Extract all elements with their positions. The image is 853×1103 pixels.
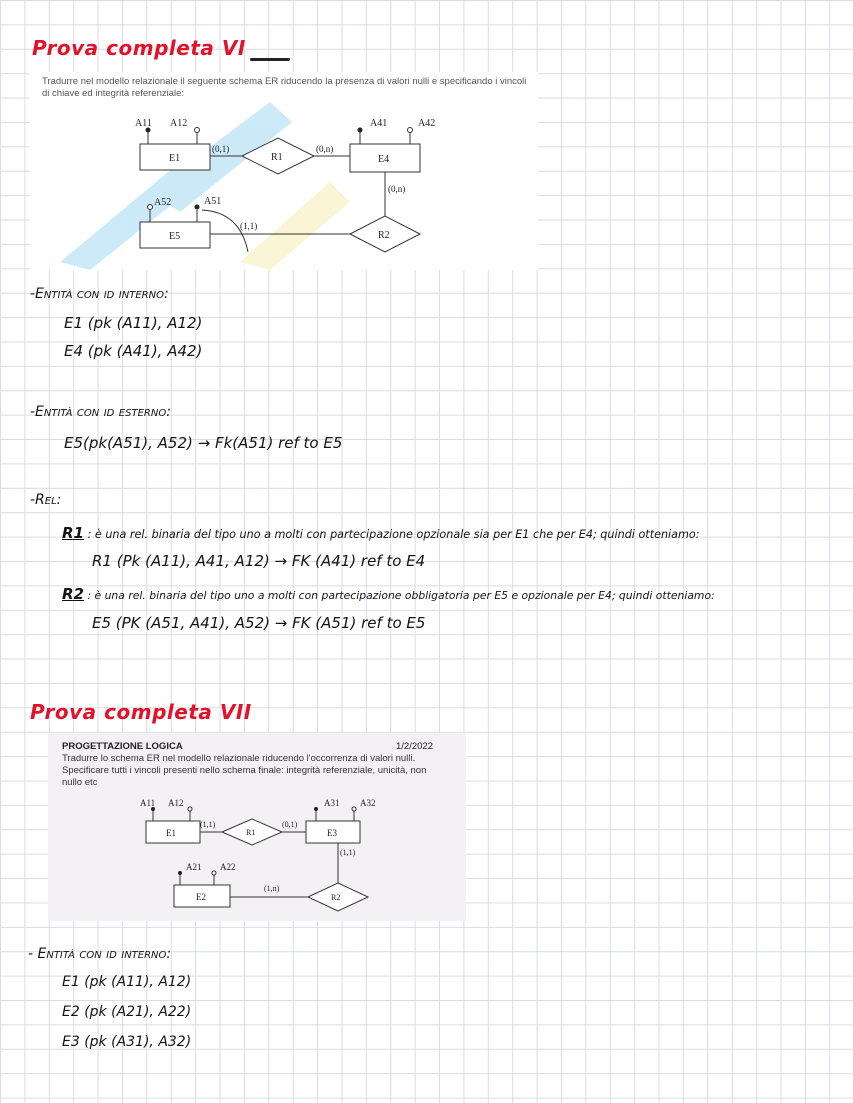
svg-text:R1: R1 [271,152,283,163]
a41-key-dot [358,128,363,133]
s1-r1-label: R1 [62,524,84,542]
s1-external-heading: -Entità con id esterno: [30,404,171,420]
s2-prompt-l3: nullo etc [62,777,98,788]
svg-text:(0,1): (0,1) [212,144,230,154]
exercise1-prompt: Tradurre nel modello relazionale il seguente schema ER riducendo la presenza di valori nulli e specificando i vincoli di chiave ed integrità referenziale: [42,76,527,99]
exercise2-image [48,733,466,921]
e1-label: E1 [169,153,181,164]
s1-rel-heading: -Rel: [30,492,62,508]
svg-text:A11: A11 [135,118,152,129]
svg-text:E5: E5 [169,231,181,242]
s1-internal-item-0: E1 (pk (A11), A12) [64,314,203,332]
s1-r1-result: R1 (Pk (A11), A41, A12) → FK (A41) ref to E4 [92,552,426,570]
svg-text:E1: E1 [166,828,176,838]
svg-text:A32: A32 [360,798,376,808]
svg-text:R1: R1 [246,828,256,837]
s1-external-item-0: E5(pk(A51), A52) → Fk(A51) ref to E5 [64,434,343,452]
s2-internal-item-2: E3 (pk (A31), A32) [62,1034,192,1050]
er-diagram-2 [48,733,466,921]
s2-prompt-l2: Specificare tutti i vincoli presenti nello schema finale: integrità referenziale, unicità, non [62,765,427,776]
s1-internal-item-1: E4 (pk (A41), A42) [64,342,203,360]
s1-r2-desc: : è una rel. binaria del tipo uno a molti con partecipazione obbligatoria per E5 e opzionale per E4; quindi otteniamo: [87,589,715,602]
s2-header-right: 1/2/2022 [396,741,433,752]
svg-text:A21: A21 [186,862,202,872]
section2-title: Prova completa VII [30,700,252,724]
title-swoosh [250,58,290,61]
er-diagram-1 [30,72,538,270]
svg-text:E2: E2 [196,892,206,902]
svg-text:E4: E4 [378,154,390,165]
svg-text:A42: A42 [418,118,436,129]
s2-prompt-l1: Tradurre lo schema ER nel modello relazionale riducendo l'occorrenza di valori nulli. [62,753,416,764]
svg-text:(1,1): (1,1) [340,848,356,857]
svg-text:A51: A51 [204,196,222,207]
svg-text:A11: A11 [140,798,156,808]
svg-text:A41: A41 [370,118,388,129]
svg-text:A12: A12 [170,118,188,129]
s1-r2-line [62,585,715,603]
a42-dot [408,128,413,133]
s1-r2-result: E5 (PK (A51, A41), A52) → FK (A51) ref to E5 [92,614,426,632]
s1-r2-label: R2 [62,585,84,603]
svg-text:A31: A31 [324,798,340,808]
svg-text:(1,1): (1,1) [240,221,258,231]
a52-dot [148,205,153,210]
svg-text:(1,n): (1,n) [264,884,280,893]
svg-text:R2: R2 [331,893,341,902]
s2-header-left: PROGETTAZIONE LOGICA [62,741,183,752]
svg-text:(0,1): (0,1) [282,820,298,829]
s2-internal-item-1: E2 (pk (A21), A22) [62,1004,192,1020]
svg-text:R2: R2 [378,230,390,241]
svg-text:(1,1): (1,1) [200,820,216,829]
svg-text:(0,n): (0,n) [388,184,406,194]
s1-r1-line [62,524,700,542]
s1-internal-heading: -Entità con id interno: [30,286,169,302]
svg-text:A12: A12 [168,798,184,808]
exercise1-image [30,72,538,270]
s2-internal-item-0: E1 (pk (A11), A12) [62,974,192,990]
svg-text:E3: E3 [327,828,337,838]
svg-text:A52: A52 [154,197,172,208]
section1-title: Prova completa VI [32,36,246,60]
a12-dot [195,128,200,133]
s1-r1-desc: : è una rel. binaria del tipo uno a molti con partecipazione opzionale sia per E1 che per E4; quindi otteniamo: [87,528,700,541]
svg-text:A22: A22 [220,862,236,872]
svg-text:(0,n): (0,n) [316,144,334,154]
a51-key-dot [195,205,200,210]
s2-internal-heading: - Entità con id interno: [28,946,172,962]
